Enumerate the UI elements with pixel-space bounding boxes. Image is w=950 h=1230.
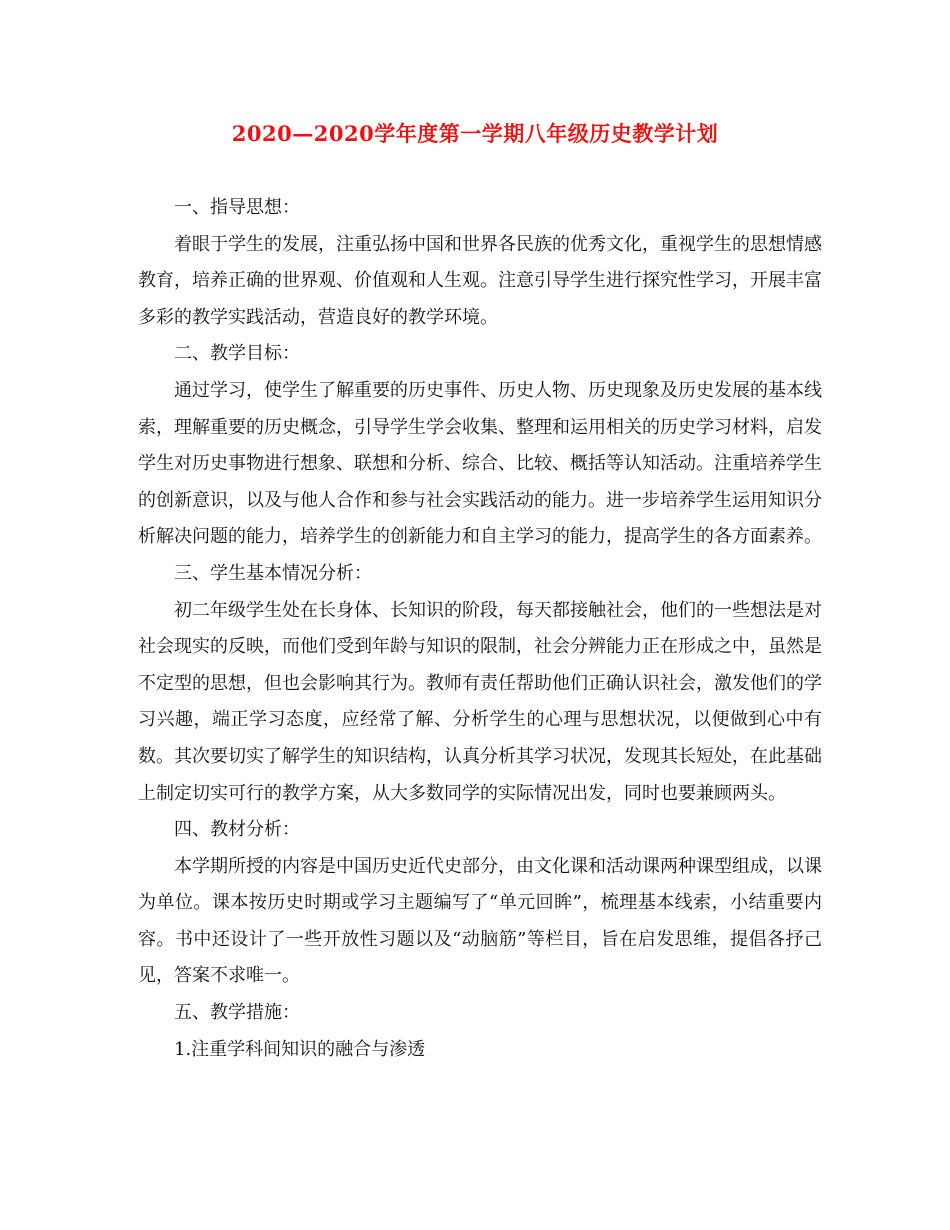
section-paragraph-guiding-ideology: 着眼于学生的发展，注重弘扬中国和世界各民族的优秀文化，重视学生的思想情感教育，培养正确的世界观、价值观和人生观。注意引导学生进行探究性学习，开展丰富多彩的教学实践活动，营造良好的教学环境。 <box>138 233 822 328</box>
section-heading-teaching-measures: 五、教学措施： <box>174 1002 300 1024</box>
section-heading-teaching-goals: 二、教学目标： <box>174 343 300 365</box>
section-paragraph-teaching-goals: 通过学习，使学生了解重要的历史事件、历史人物、历史现象及历史发展的基本线索，理解重要的历史概念，引导学生学会收集、整理和运用相关的历史学习材料，启发学生对历史事物进行想象、联想和分析、综合、比较、概括等认知活动。注重培养学生的创新意识，以及与他人合作和参与社会实践活动的能力。进一步培养学生运用知识分析解决问题的能力，培养学生的创新能力和自主学习的能力，提高学生的各方面素养。 <box>138 379 822 548</box>
section-heading-textbook-analysis: 四、教材分析： <box>174 819 300 841</box>
document-title: 2020—2020学年度第一学期八年级历史教学计划 <box>231 121 719 146</box>
section-heading-student-analysis: 三、学生基本情况分析： <box>174 562 372 584</box>
section-heading-guiding-ideology: 一、指导思想： <box>174 197 300 218</box>
section-paragraph-student-analysis: 初二年级学生处在长身体、长知识的阶段，每天都接触社会，他们的一些想法是对社会现实的反映，而他们受到年龄与知识的限制，社会分辨能力正在形成之中，虽然是不定型的思想，但也会影响其行为。教师有责任帮助他们正确认识社会，激发他们的学习兴趣，端正学习态度，应经常了解、分析学生的心理与思想状况，以便做到心中有数。其次要切实了解学生的知识结构，认真分析其学习状况，发现其长短处，在此基础上制定切实可行的教学方案，从大多数同学的实际情况出发，同时也要兼顾两头。 <box>138 599 822 804</box>
list-item-measure-1: 1.注重学科间知识的融合与渗透 <box>174 1038 426 1060</box>
section-paragraph-textbook-analysis: 本学期所授的内容是中国历史近代史部分，由文化课和活动课两种课型组成，以课为单位。课本按历史时期或学习主题编写了“单元回眸”，梳理基本线索，小结重要内容。书中还设计了一些开放性习题以及“动脑筋”等栏目，旨在启发思维，提倡各抒己见，答案不求唯一。 <box>138 855 822 987</box>
document-body <box>138 190 822 1068</box>
